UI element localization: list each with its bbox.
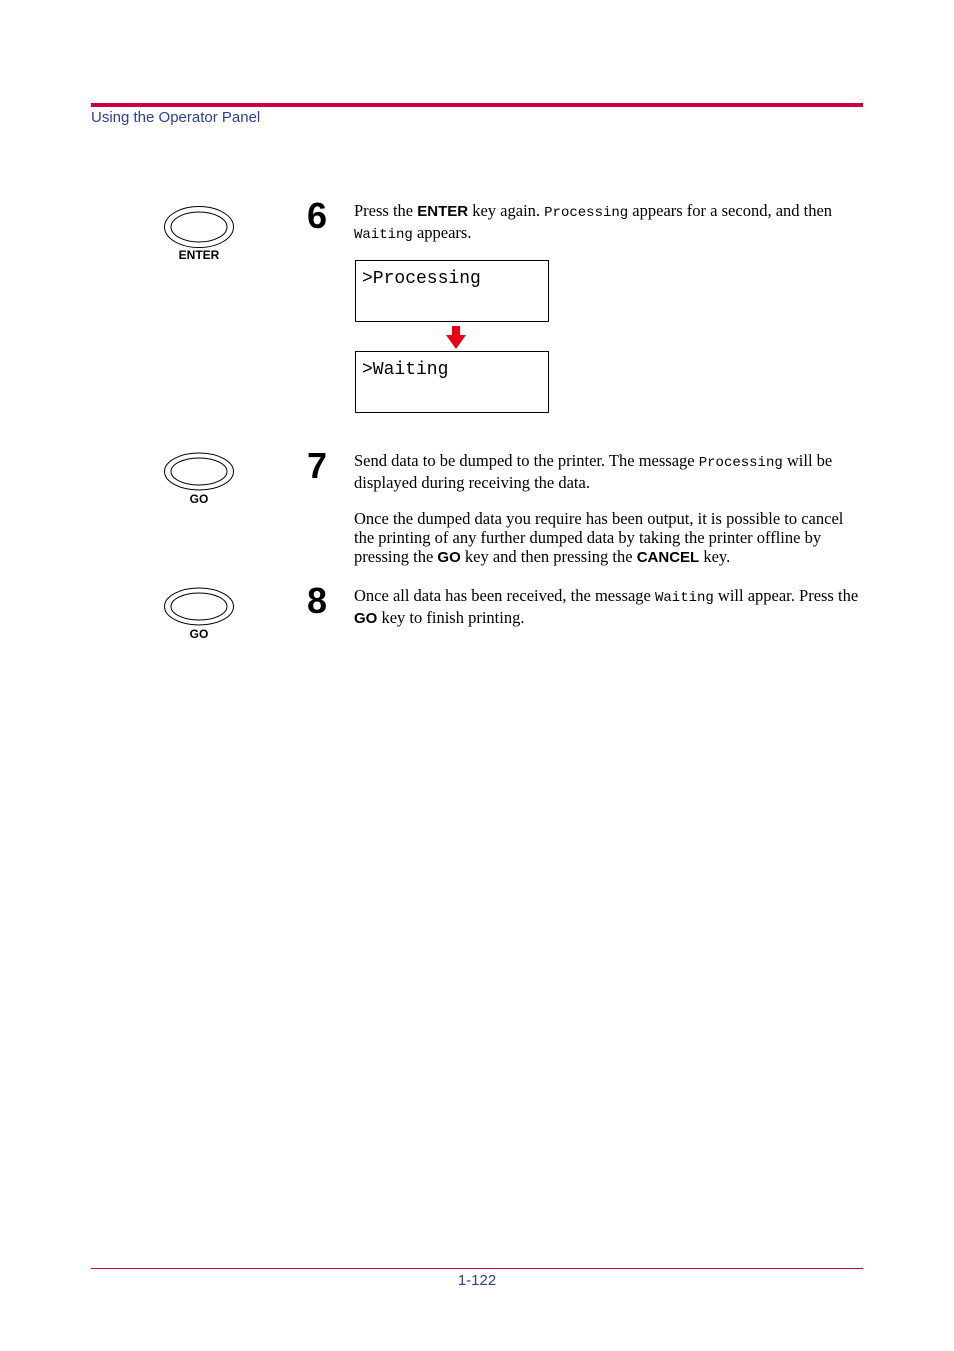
go-key-icon xyxy=(163,587,235,627)
step-number-8: 8 xyxy=(307,580,328,621)
message-waiting: Waiting xyxy=(654,590,714,606)
go-keyword: GO xyxy=(437,549,461,566)
page-number: 1-122 xyxy=(457,1272,497,1289)
cancel-keyword: CANCEL xyxy=(636,549,700,566)
go-key-label: GO xyxy=(189,627,209,641)
enter-key xyxy=(163,205,235,261)
enter-key-label: ENTER xyxy=(178,248,220,262)
step-number-7: 7 xyxy=(307,445,328,486)
step-8-text: Once all data has been received, the message Waiting will appear. Press the GO key to finish printing. xyxy=(354,586,859,627)
message-processing: Processing xyxy=(698,455,783,471)
lcd-display-processing: >Processing xyxy=(355,260,549,322)
lcd-display-waiting: >Waiting xyxy=(355,351,549,413)
go-key-icon xyxy=(163,452,235,492)
message-waiting: Waiting xyxy=(354,227,413,243)
step-7-text: Send data to be dumped to the printer. The message Processing will be displayed during receiving the data. xyxy=(354,451,833,492)
down-arrow-icon xyxy=(446,326,466,350)
footer-rule xyxy=(91,1268,863,1269)
step-6-text: Press the ENTER key again. Processing appears for a second, and then Waiting appears. xyxy=(354,201,833,243)
go-keyword: GO xyxy=(354,610,378,627)
enter-keyword: ENTER xyxy=(417,203,469,220)
step-7-text-2: Once the dumped data you require has been output, it is possible to cancel the printing of any further dumped data by taking the printer offline by pressing the GO key and then pressing the CANCEL key. xyxy=(354,509,844,566)
message-processing: Processing xyxy=(544,205,629,221)
go-key-label: GO xyxy=(189,492,209,506)
enter-key-icon xyxy=(163,205,235,251)
section-title: Using the Operator Panel xyxy=(91,109,261,126)
header-rule xyxy=(91,103,863,107)
step-number-6: 6 xyxy=(307,195,328,236)
go-key xyxy=(163,452,235,505)
go-key xyxy=(163,587,235,640)
